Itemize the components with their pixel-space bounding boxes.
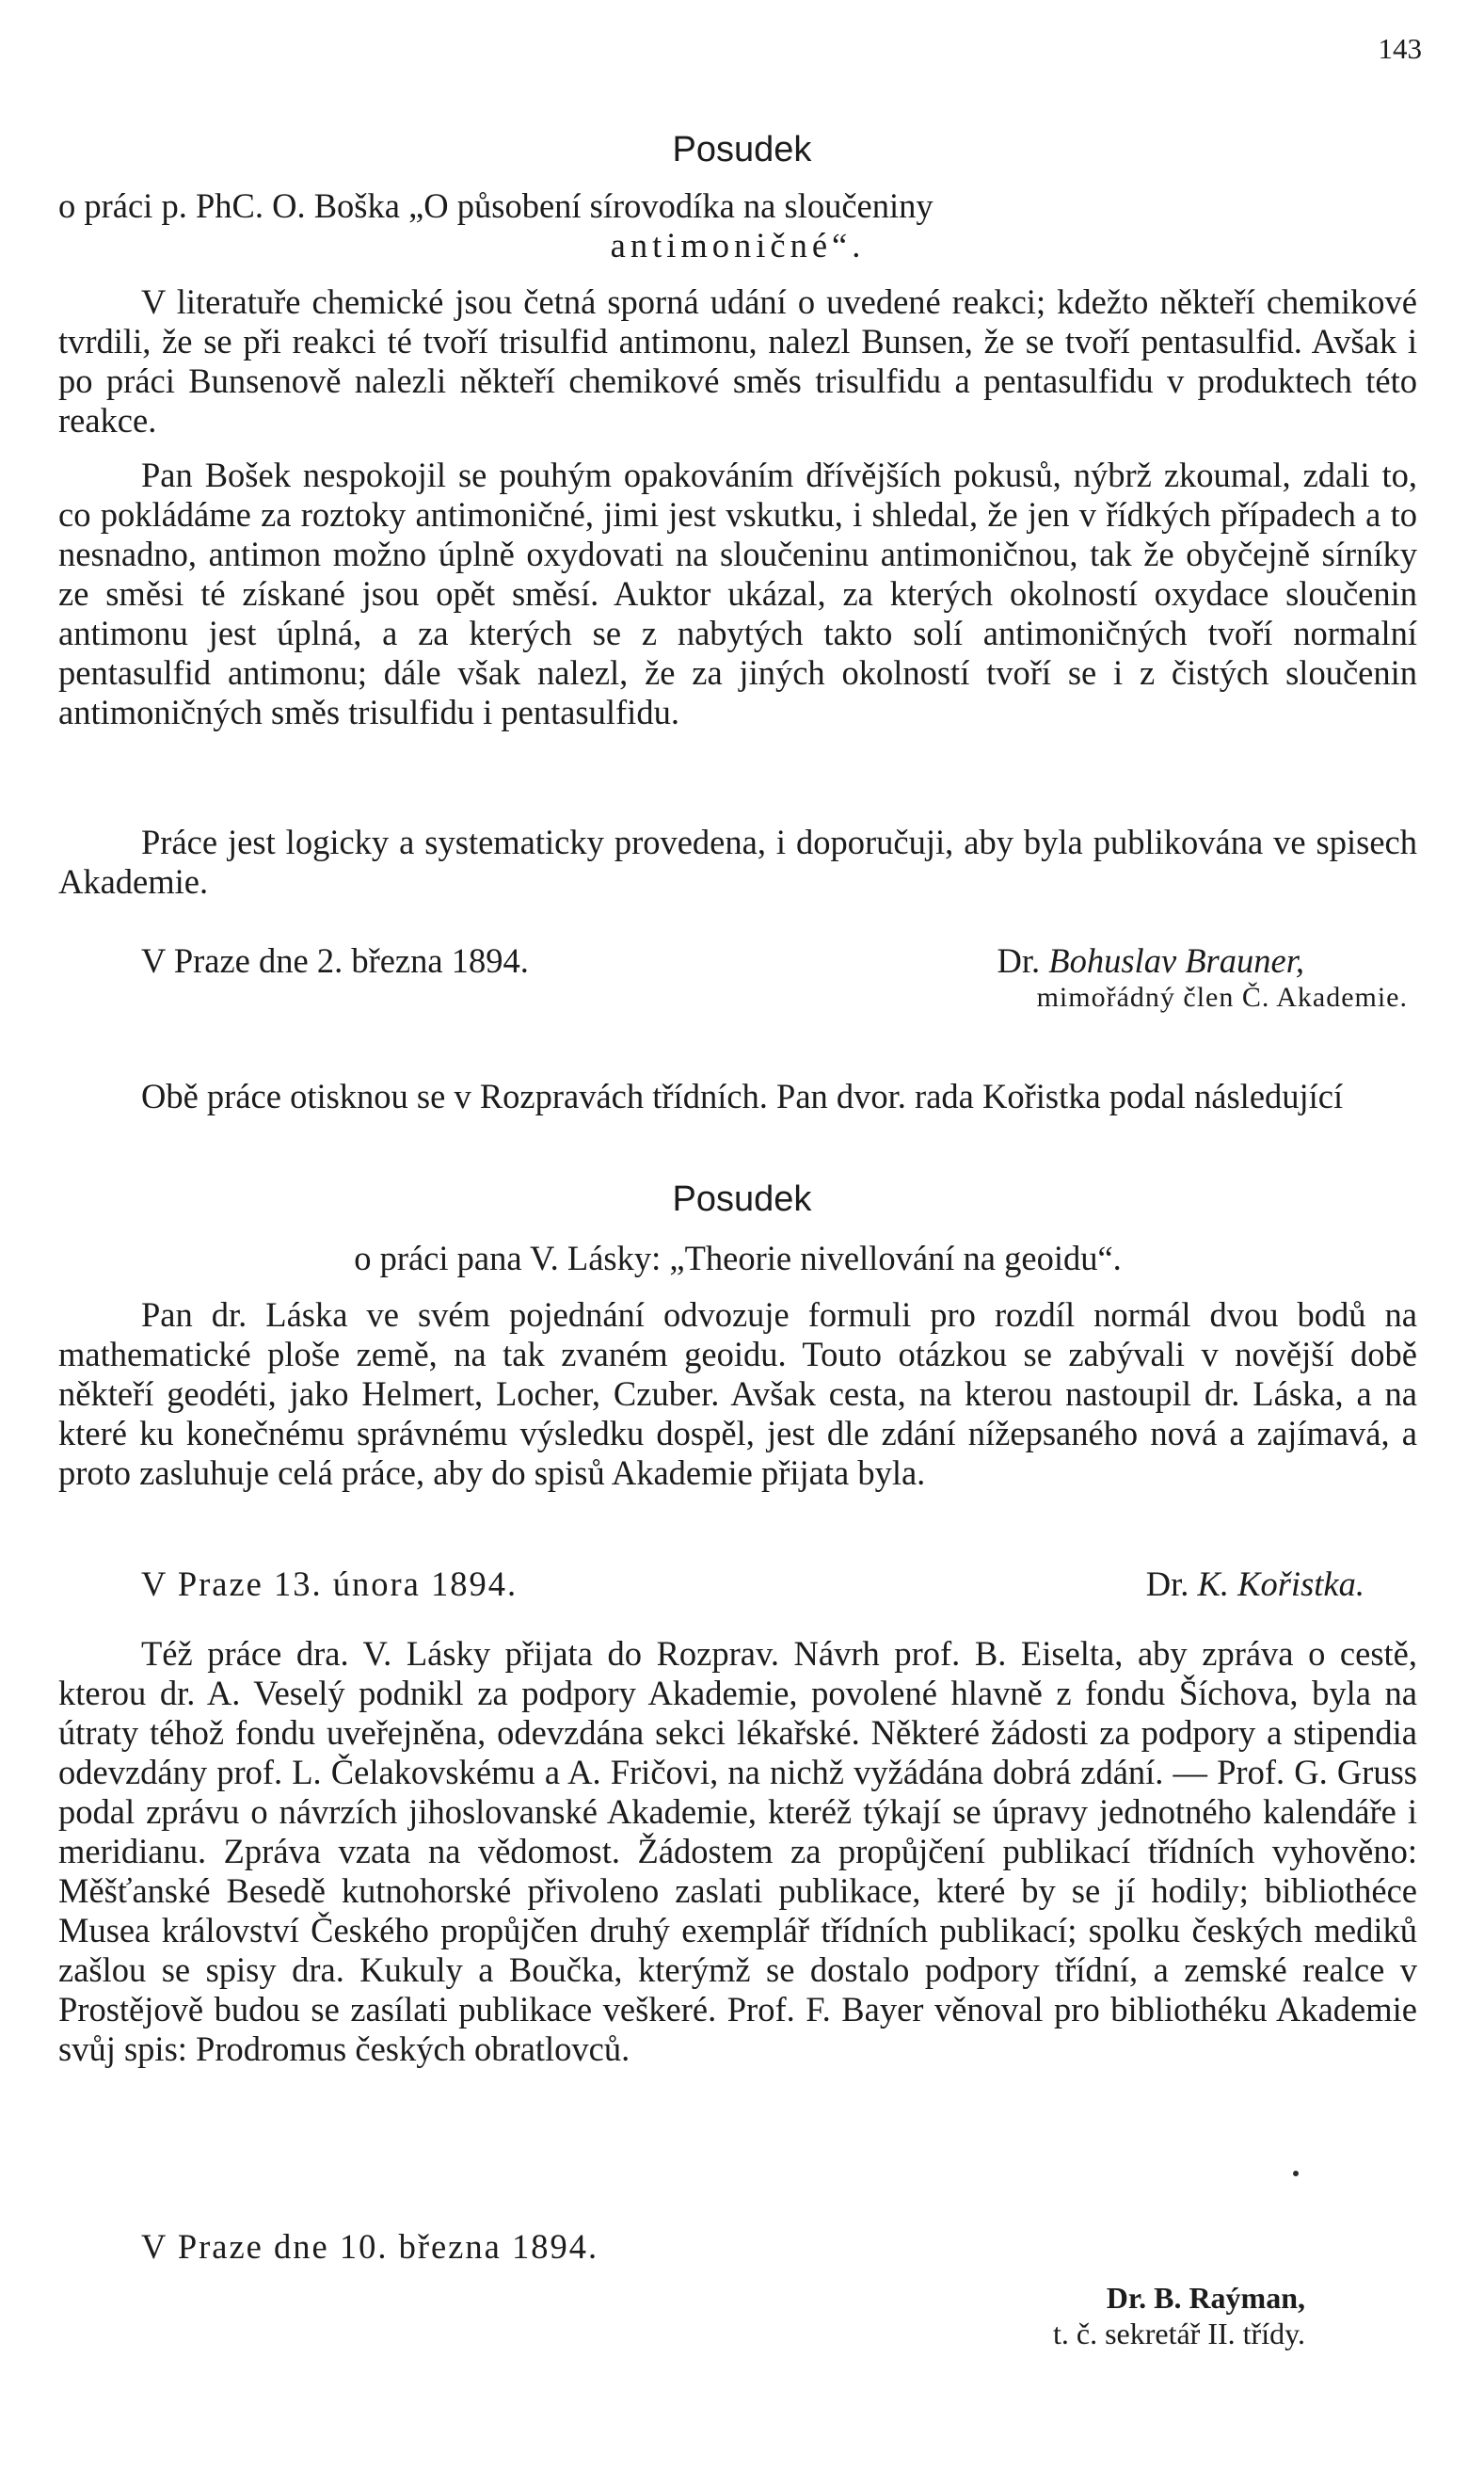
review2-signer-name: K. Kořistka. — [1197, 1564, 1364, 1603]
transition-paragraph: Obě práce otisknou se v Rozpravách třídních. Pan dvor. rada Kořistka podal následující — [141, 1077, 1344, 1115]
review2-subtitle: o práci pana V. Lásky: „Theorie nivellování na geoidu“. — [354, 1239, 1122, 1277]
review1-subtitle-line1: o práci p. PhC. O. Boška „O působení sírovodíka na sloučeniny — [58, 186, 933, 225]
review2-place-date: V Praze 13. února 1894. — [141, 1564, 519, 1603]
review1-signer-role: mimořádný člen Č. Akademie. — [1036, 982, 1408, 1013]
minutes-signature — [1053, 2280, 1305, 2351]
review1-paragraph-3: Práce jest logicky a systematicky provedena, i doporučuji, aby byla publikována ve spisech Akademie. — [58, 823, 1417, 901]
review1-place-date: V Praze dne 2. března 1894. — [141, 941, 529, 980]
review2-signer-prefix: Dr. — [1145, 1564, 1198, 1603]
minutes-signer-role: t. č. sekretář II. třídy. — [1052, 2317, 1305, 2350]
review1-paragraph-2: Pan Bošek nespokojil se pouhým opakováním dřívějších pokusů, nýbrž zkoumal, zdali to, co pokládáme za roztoky antimoničné, jimi jest vskutku, i shledal, že jen v řídkých případech a to nesnadno, antimon možno úplně oxydovati na sloučeninu antimoničnou, tak že obyčejně sírníky ze směsi té získané jsou opět směsí. Auktor ukázal, za kterých okolností oxydace sloučenin antimonu jest úplná, a za kterých se z nabytých takto solí antimoničných tvoří normalní pentasulfid antimonu; dále však nalezl, že za jiných okolností tvoří se i z čistých sloučenin antimoničných směs trisulfidu i pentasulfidu. — [58, 456, 1417, 731]
stray-dot-mark — [1293, 2171, 1299, 2176]
review2-heading: Posudek — [672, 1179, 812, 1219]
review1-signer-prefix: Dr. — [997, 941, 1049, 980]
review1-subtitle — [58, 186, 1417, 265]
review2-signature — [1146, 1564, 1364, 1604]
minutes-signer-name: Dr. B. Raýman, — [1106, 2281, 1305, 2315]
review1-signer-name: Bohuslav Brauner, — [1048, 941, 1304, 980]
minutes-place-date: V Praze dne 10. března 1894. — [141, 2227, 599, 2266]
minutes-paragraph: Též práce dra. V. Lásky přijata do Rozprav. Návrh prof. B. Eiselta, aby zpráva o cestě, kterou dr. A. Veselý podnikl za podpory Akademie, povolené hlavně z fondu Šíchova, byla na útraty téhož fondu uveřejněna, odevzdána sekci lékařské. Některé žádosti za podpory a stipendia odevzdány prof. L. Čelakovskému a A. Fričovi, na nichž vyžádána dobrá zdání. — Prof. G. Gruss podal zprávu o návrzích jihoslovanské Akademie, kteréž týkají se úpravy jednotného kalendáře i meridianu. Zpráva vzata na vědomost. Žádostem za propůjčení publikací třídních vyhověno: Měšťanské Besedě kutnohorské přivoleno zaslati publikace, které by se jí hodily; bibliothéce Musea království Českého propůjčen druhý exemplář třídních publikací; spolku českých mediků zašlou se spisy dra. Kukuly a Boučka, kterýmž se dostalo podpory třídní, a zemské realce v Prostějově budou se zasílati publikace veškeré. Prof. F. Bayer věnoval pro bibliothéku Akademie svůj spis: Prodromus českých obratlovců. — [58, 1634, 1417, 2068]
review1-signature — [997, 941, 1417, 1015]
review1-paragraph-1: V literatuře chemické jsou četná sporná udání o uvedené reakci; kdežto někteří chemikové tvrdili, že se při reakci té tvoří trisulfid antimonu, nalezl Bunsen, že se tvoří pentasulfid. Avšak i po práci Bunsenově nalezli někteří chemikové směs trisulfidu a pentasulfidu v produktech této reakce. — [58, 282, 1417, 440]
page-number: 143 — [1378, 32, 1422, 65]
review2-paragraph-1: Pan dr. Láska ve svém pojednání odvozuje formuli pro rozdíl normál dvou bodů na mathematické ploše země, na tak zvaném geoidu. Touto otázkou se zabývali v novější době někteří geodéti, jako Helmert, Locher, Czuber. Avšak cesta, na kterou nastoupil dr. Láska, a na které ku konečnému správnému výsledku dospěl, jest dle zdání nížepsaného nová a zajímavá, a proto zasluhuje celá práce, aby do spisů Akademie přijata byla. — [58, 1295, 1417, 1492]
review1-subtitle-line2: antimoničné“. — [610, 226, 866, 265]
review1-heading: Posudek — [672, 130, 812, 169]
